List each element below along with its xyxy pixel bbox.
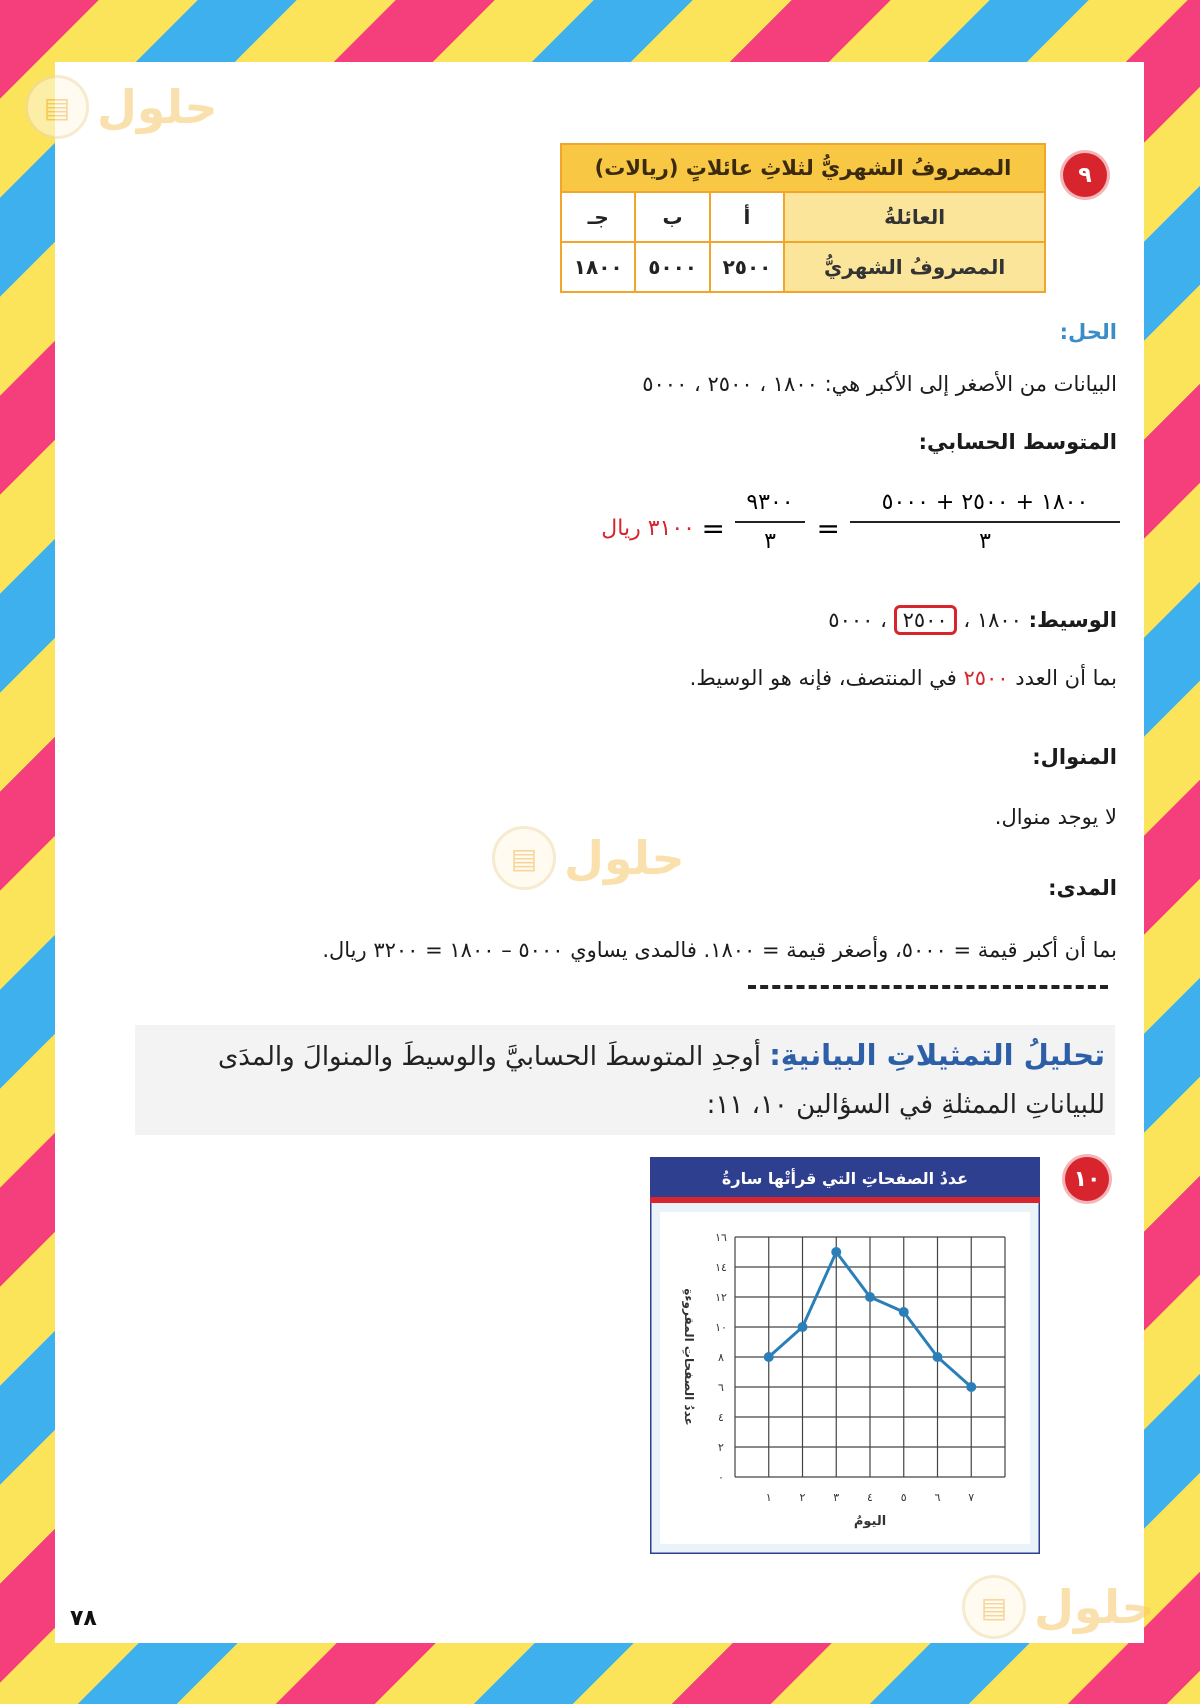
x-tick-label: ٦	[934, 1491, 941, 1504]
solution-label: الحل:	[1059, 320, 1117, 344]
data-point	[933, 1352, 943, 1362]
mean-label: المتوسط الحسابي:	[918, 430, 1117, 454]
equals-sign: =	[816, 512, 840, 545]
table-cell: ١٨٠٠	[561, 242, 635, 292]
question-number-badge: ٩	[1063, 153, 1107, 197]
watermark-logo-center	[492, 826, 685, 890]
y-tick-label: ٦	[718, 1381, 724, 1394]
median-value-high: ، ٥٠٠٠	[828, 608, 887, 632]
table-cell: جـ	[561, 192, 635, 242]
chart-header-stripe	[650, 1197, 1040, 1203]
data-point	[831, 1247, 841, 1257]
x-tick-label: ٣	[833, 1491, 840, 1504]
y-tick-label: ٠	[718, 1471, 724, 1484]
analysis-line1: أوجدِ المتوسطَ الحسابيَّ والوسيطَ والمنوالَ والمدَى	[217, 1042, 761, 1072]
data-point	[899, 1307, 909, 1317]
data-point	[764, 1352, 774, 1362]
y-tick-label: ١٦	[715, 1231, 727, 1244]
table-cell: ٢٥٠٠	[710, 242, 784, 292]
fraction-bar	[735, 521, 805, 523]
book-icon: ▤	[492, 826, 556, 890]
fraction-numerator: ١٨٠٠ + ٢٥٠٠ + ٥٠٠٠	[881, 490, 1089, 515]
mean-result: ٣١٠٠ ريال	[601, 516, 695, 541]
median-value-low: ١٨٠٠ ،	[963, 608, 1022, 632]
analysis-instructions	[135, 1025, 1115, 1135]
table-header-family: العائلةُ	[784, 192, 1045, 242]
watermark-logo-top	[25, 75, 218, 139]
x-tick-label: ٤	[867, 1491, 873, 1504]
data-point	[798, 1322, 808, 1332]
mean-fraction-sum	[850, 490, 1120, 554]
pages-read-chart	[650, 1157, 1040, 1554]
section-divider	[748, 985, 1108, 989]
x-tick-label: ٧	[968, 1491, 975, 1504]
watermark-logo-bottom	[962, 1575, 1155, 1639]
y-axis-label: عددُ الصفحاتِ المقروءةِ	[682, 1288, 696, 1426]
fraction-bar	[850, 521, 1120, 523]
watermark-text: حلول	[1034, 1580, 1155, 1634]
mean-equation	[580, 490, 1120, 570]
y-tick-label: ٨	[718, 1351, 724, 1364]
mean-fraction-total	[735, 490, 805, 554]
fraction-denominator: ٣	[764, 529, 776, 554]
median-label: الوسيط:	[1028, 608, 1117, 632]
x-axis-label: اليومُ	[853, 1514, 887, 1529]
equals-sign: =	[701, 512, 725, 545]
analysis-heading: تحليلُ التمثيلاتِ البيانيةِ:	[769, 1038, 1105, 1072]
table-cell: أ	[710, 192, 784, 242]
median-line	[828, 608, 1117, 632]
median-value-highlight: ٢٥٠٠	[894, 605, 957, 635]
data-point	[966, 1382, 976, 1392]
y-tick-label: ١٤	[715, 1261, 727, 1274]
x-tick-label: ٢	[799, 1491, 806, 1504]
y-tick-label: ١٠	[715, 1321, 727, 1334]
data-point	[865, 1292, 875, 1302]
page-number: ٧٨	[70, 1606, 97, 1631]
watermark-text: حلول	[97, 80, 218, 134]
chart-title: عددُ الصفحاتِ التي قرأتْها سارةُ	[721, 1169, 969, 1188]
ordered-data-text: البيانات من الأصغر إلى الأكبر هي: ١٨٠٠ ، ٢٥٠٠ ، ٥٠٠٠	[642, 372, 1117, 396]
range-label: المدى:	[1048, 876, 1117, 900]
book-icon: ▤	[25, 75, 89, 139]
watermark-text: حلول	[564, 831, 685, 885]
x-tick-label: ٥	[900, 1491, 907, 1504]
median-note-number: ٢٥٠٠	[963, 666, 1009, 690]
question-number-badge: ١٠	[1065, 1157, 1109, 1201]
range-text: بما أن أكبر قيمة = ٥٠٠٠، وأصغر قيمة = ١٨٠٠. فالمدى يساوي ٥٠٠٠ – ١٨٠٠ = ٣٢٠٠ ريال.	[322, 938, 1117, 962]
y-tick-label: ٤	[718, 1411, 724, 1424]
y-tick-label: ٢	[718, 1441, 724, 1454]
table-cell: ب	[635, 192, 709, 242]
mode-label: المنوال:	[1032, 745, 1117, 769]
analysis-line2: للبياناتِ الممثلةِ في السؤالين ١٠، ١١:	[706, 1090, 1105, 1120]
monthly-expense-table	[560, 143, 1046, 293]
mode-text: لا يوجد منوال.	[994, 805, 1117, 829]
fraction-numerator: ٩٣٠٠	[746, 490, 794, 515]
table-title: المصروفُ الشهريُّ لثلاثِ عائلاتٍ (ريالات)	[561, 144, 1045, 192]
median-note	[690, 666, 1117, 690]
table-header-expense: المصروفُ الشهريُّ	[784, 242, 1045, 292]
y-tick-label: ١٢	[715, 1291, 727, 1304]
table-cell: ٥٠٠٠	[635, 242, 709, 292]
median-note-text: في المنتصف، فإنه هو الوسيط.	[689, 666, 957, 690]
book-icon: ▤	[962, 1575, 1026, 1639]
x-tick-label: ١	[765, 1491, 772, 1504]
fraction-denominator: ٣	[979, 529, 991, 554]
median-note-text: بما أن العدد	[1015, 666, 1117, 690]
